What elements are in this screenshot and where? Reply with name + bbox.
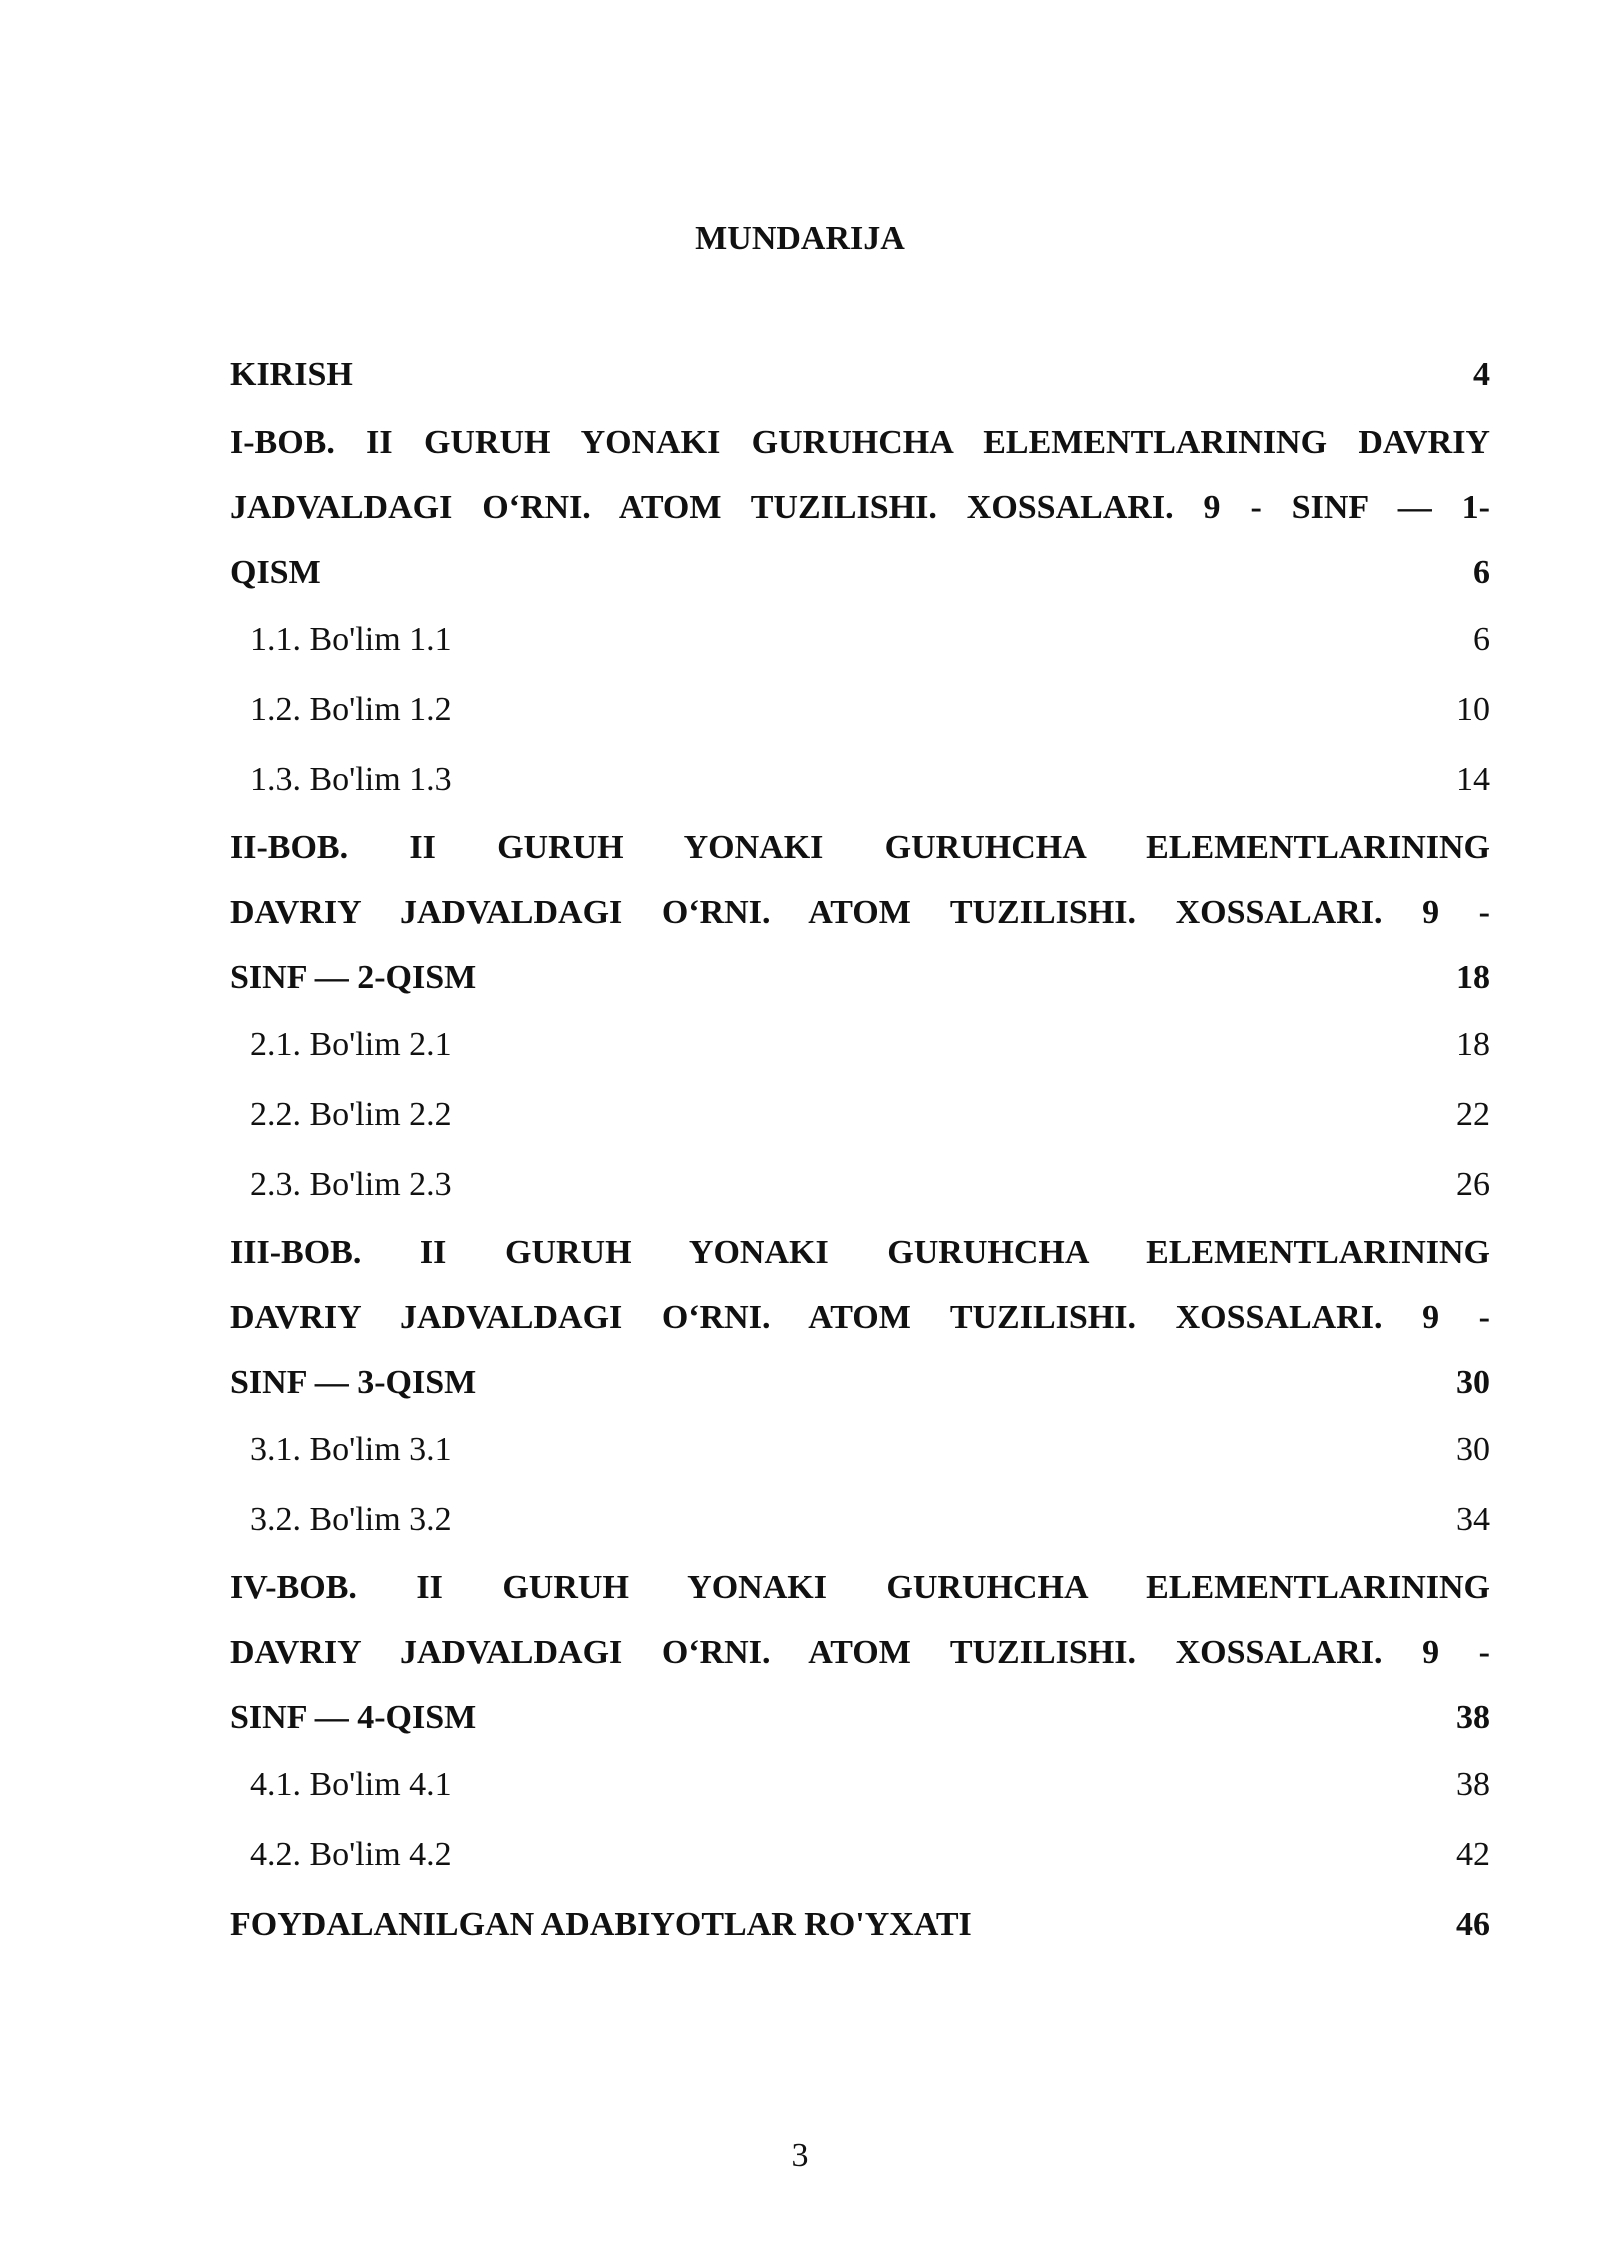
toc-entry-chapter-2[interactable] bbox=[230, 815, 1490, 1010]
toc-entry-page: 26 bbox=[1456, 1166, 1490, 1203]
toc-entry-page: 42 bbox=[1456, 1836, 1490, 1873]
toc-entry-chapter-3[interactable] bbox=[230, 1220, 1490, 1415]
toc-entry-section-2-3[interactable] bbox=[230, 1150, 1490, 1220]
toc-entry-page: 22 bbox=[1456, 1096, 1490, 1133]
toc-entry-label: 2.3. Bo'lim 2.3 bbox=[250, 1166, 452, 1203]
toc-entry-heading-line: DAVRIY JADVALDAGI O‘RNI. ATOM TUZILISHI. XOSSALARI. 9 - bbox=[230, 894, 1490, 931]
dot-leader bbox=[454, 756, 1454, 790]
toc-entry-chapter-1[interactable] bbox=[230, 410, 1490, 605]
toc-entry-section-1-1[interactable] bbox=[230, 605, 1490, 675]
toc-entry-label: QISM bbox=[230, 554, 321, 591]
toc-entry-chapter-4[interactable] bbox=[230, 1555, 1490, 1750]
toc-entry-label: 2.1. Bo'lim 2.1 bbox=[250, 1026, 452, 1063]
toc-entry-kirish[interactable] bbox=[230, 340, 1490, 410]
toc-entry-label: FOYDALANILGAN ADABIYOTLAR RO'YXATI bbox=[230, 1906, 972, 1943]
dot-leader bbox=[478, 954, 1454, 988]
toc-entry-page: 38 bbox=[1456, 1699, 1490, 1736]
toc-entry-label: 4.2. Bo'lim 4.2 bbox=[250, 1836, 452, 1873]
toc-entry-heading-line: III-BOB. II GURUH YONAKI GURUHCHA ELEMENTLARINING bbox=[230, 1234, 1490, 1271]
table-of-contents bbox=[230, 340, 1490, 1960]
toc-entry-label: SINF — 2-QISM bbox=[230, 959, 477, 996]
dot-leader bbox=[454, 616, 1471, 650]
toc-entry-label: SINF — 3-QISM bbox=[230, 1364, 477, 1401]
dot-leader bbox=[454, 1761, 1454, 1795]
toc-entry-section-2-2[interactable] bbox=[230, 1080, 1490, 1150]
dot-leader bbox=[454, 1831, 1454, 1865]
toc-entry-section-2-1[interactable] bbox=[230, 1010, 1490, 1080]
toc-entry-heading-line: IV-BOB. II GURUH YONAKI GURUHCHA ELEMENTLARINING bbox=[230, 1569, 1490, 1606]
toc-entry-label: 1.3. Bo'lim 1.3 bbox=[250, 761, 452, 798]
toc-entry-page: 46 bbox=[1456, 1906, 1490, 1943]
toc-entry-page: 4 bbox=[1473, 356, 1490, 393]
toc-entry-page: 10 bbox=[1456, 691, 1490, 728]
dot-leader bbox=[323, 549, 1471, 583]
dot-leader bbox=[454, 1426, 1454, 1460]
dot-leader bbox=[478, 1694, 1454, 1728]
toc-entry-heading-line: I-BOB. II GURUH YONAKI GURUHCHA ELEMENTLARINING DAVRIY bbox=[230, 424, 1490, 461]
toc-entry-label: 4.1. Bo'lim 4.1 bbox=[250, 1766, 452, 1803]
toc-entry-section-4-2[interactable] bbox=[230, 1820, 1490, 1890]
toc-entry-section-1-3[interactable] bbox=[230, 745, 1490, 815]
toc-entry-label: 1.1. Bo'lim 1.1 bbox=[250, 621, 452, 658]
toc-entry-heading-line: II-BOB. II GURUH YONAKI GURUHCHA ELEMENTLARINING bbox=[230, 829, 1490, 866]
dot-leader bbox=[454, 1161, 1454, 1195]
toc-entry-bibliography[interactable] bbox=[230, 1890, 1490, 1960]
toc-entry-label: 3.1. Bo'lim 3.1 bbox=[250, 1431, 452, 1468]
toc-entry-page: 30 bbox=[1456, 1364, 1490, 1401]
toc-entry-label: KIRISH bbox=[230, 356, 353, 393]
toc-entry-page: 6 bbox=[1473, 621, 1490, 658]
toc-entry-page: 14 bbox=[1456, 761, 1490, 798]
toc-entry-page: 30 bbox=[1456, 1431, 1490, 1468]
toc-entry-section-3-1[interactable] bbox=[230, 1415, 1490, 1485]
toc-entry-page: 34 bbox=[1456, 1501, 1490, 1538]
toc-entry-section-1-2[interactable] bbox=[230, 675, 1490, 745]
dot-leader bbox=[454, 1021, 1454, 1055]
page-title: MUNDARIJA bbox=[695, 220, 905, 257]
toc-entry-page: 18 bbox=[1456, 1026, 1490, 1063]
toc-entry-heading-line: DAVRIY JADVALDAGI O‘RNI. ATOM TUZILISHI. XOSSALARI. 9 - bbox=[230, 1634, 1490, 1671]
page-number: 3 bbox=[791, 2137, 809, 2174]
toc-entry-page: 38 bbox=[1456, 1766, 1490, 1803]
toc-entry-label: 3.2. Bo'lim 3.2 bbox=[250, 1501, 452, 1538]
toc-entry-page: 6 bbox=[1473, 554, 1490, 591]
toc-entry-label: 2.2. Bo'lim 2.2 bbox=[250, 1096, 452, 1133]
toc-entry-heading-line: DAVRIY JADVALDAGI O‘RNI. ATOM TUZILISHI. XOSSALARI. 9 - bbox=[230, 1299, 1490, 1336]
toc-entry-page: 18 bbox=[1456, 959, 1490, 996]
dot-leader bbox=[478, 1359, 1454, 1393]
dot-leader bbox=[355, 351, 1471, 385]
toc-entry-label: 1.2. Bo'lim 1.2 bbox=[250, 691, 452, 728]
dot-leader bbox=[974, 1901, 1454, 1935]
toc-entry-label: SINF — 4-QISM bbox=[230, 1699, 477, 1736]
toc-entry-section-3-2[interactable] bbox=[230, 1485, 1490, 1555]
toc-entry-heading-line: JADVALDAGI O‘RNI. ATOM TUZILISHI. XOSSALARI. 9 - SINF — 1- bbox=[230, 489, 1490, 526]
toc-entry-section-4-1[interactable] bbox=[230, 1750, 1490, 1820]
dot-leader bbox=[454, 1091, 1454, 1125]
dot-leader bbox=[454, 1496, 1454, 1530]
dot-leader bbox=[454, 686, 1454, 720]
